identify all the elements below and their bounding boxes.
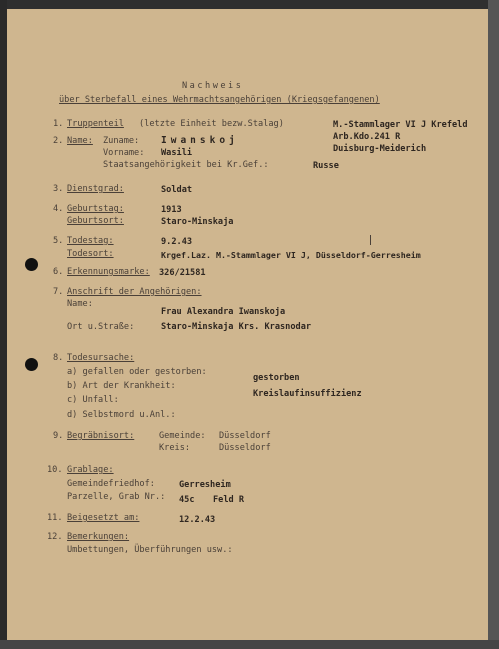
label-anschrift: Anschrift der Angehörigen: [67,287,202,297]
label-begraebnisort: Begräbnisort: [67,431,135,441]
value-surname: Iwanskoj [161,135,239,146]
num-4: 4. [53,204,64,214]
value-truppenteil-3: Duisburg-Meiderich [333,144,427,154]
value-todesort: Krgef.Laz. M.-Stammlager VI J, Düsseldorf-Gerresheim [161,250,421,260]
num-10: 10. [47,465,63,475]
label-parzelle: Parzelle, Grab Nr.: [67,492,166,502]
num-2: 2. [53,136,64,146]
value-nationality: Russe [313,161,339,171]
num-7: 7. [53,287,64,297]
label-todestag: Todestag: [67,236,114,246]
doc-title: Nachweis [182,81,244,91]
num-12: 12. [47,532,63,542]
doc-subtitle: über Sterbefall eines Wehrmachtsangehörigen (Kriegsgefangenen) [59,95,380,105]
value-geburtstag: 1913 [161,205,182,215]
value-todestag: 9.2.43 [161,237,193,247]
scan-border-top [0,0,499,9]
label-krankheit: b) Art der Krankheit: [67,381,176,391]
label-umbettungen: Umbettungen, Überführungen usw.: [67,545,233,555]
label-beigesetzt: Beigesetzt am: [67,513,140,523]
value-geburtsort: Staro-Minskaja [161,217,234,227]
label-grablage: Grablage: [67,465,114,475]
label-truppenteil: Truppenteil [67,119,124,129]
scan-border-bottom [0,640,499,649]
document-page [7,9,488,640]
value-truppenteil-1: M.-Stammlager VI J Krefeld [333,120,468,130]
label-nationality: Staatsangehörigkeit bei Kr.Gef.: [103,160,269,170]
value-truppenteil-2: Arb.Kdo.241 R [333,132,401,142]
label-angehoerige-name: Name: [67,299,93,309]
value-beigesetzt: 12.2.43 [179,515,216,525]
label-gefallen: a) gefallen oder gestorben: [67,367,207,377]
label-name: Name: [67,136,93,146]
value-grab: 45c [179,495,195,505]
label-kreis: Kreis: [159,443,191,453]
num-8: 8. [53,353,64,363]
value-gemeinde: Düsseldorf [219,431,271,441]
num-3: 3. [53,184,64,194]
label-todesursache: Todesursache: [67,353,135,363]
scan-border-right [488,0,499,649]
value-gemeindefriedhof: Gerresheim [179,480,231,490]
label-bemerkungen: Bemerkungen: [67,532,130,542]
label-gemeindefriedhof: Gemeindefriedhof: [67,479,155,489]
label-geburtsort: Geburtsort: [67,216,124,226]
punch-hole-top [25,258,38,271]
label-gemeinde: Gemeinde: [159,431,206,441]
value-feld: Feld R [213,495,245,505]
value-gefallen: gestorben [253,373,300,383]
value-firstname: Wasili [161,148,193,158]
value-ort-strasse: Staro-Minskaja Krs. Krasnodar [161,322,312,332]
label-selbstmord: d) Selbstmord u.Anl.: [67,410,176,420]
label-dienstgrad: Dienstgrad: [67,184,124,194]
value-angehoerige-name: Frau Alexandra Iwanskoja [161,307,286,317]
punch-hole-bottom [25,358,38,371]
note-truppenteil: (letzte Einheit bezw.Stalag) [139,119,284,129]
num-11: 11. [47,513,63,523]
value-krankheit: Kreislaufinsuffizienz [253,389,362,399]
value-dienstgrad: Soldat [161,185,193,195]
value-erkennungsmarke: 326/21581 [159,268,206,278]
label-geburtstag: Geburtstag: [67,204,124,214]
label-erkennungsmarke: Erkennungsmarke: [67,267,150,277]
label-zuname: Zuname: [103,136,140,146]
num-9: 9. [53,431,64,441]
pencil-mark [370,235,371,245]
num-1: 1. [53,119,64,129]
label-unfall: c) Unfall: [67,395,119,405]
value-kreis: Düsseldorf [219,443,271,453]
scan-border-left [0,0,7,649]
label-todesort: Todesort: [67,249,114,259]
num-5: 5. [53,236,64,246]
label-vorname: Vorname: [103,148,145,158]
label-ort-strasse: Ort u.Straße: [67,322,135,332]
num-6: 6. [53,267,64,277]
